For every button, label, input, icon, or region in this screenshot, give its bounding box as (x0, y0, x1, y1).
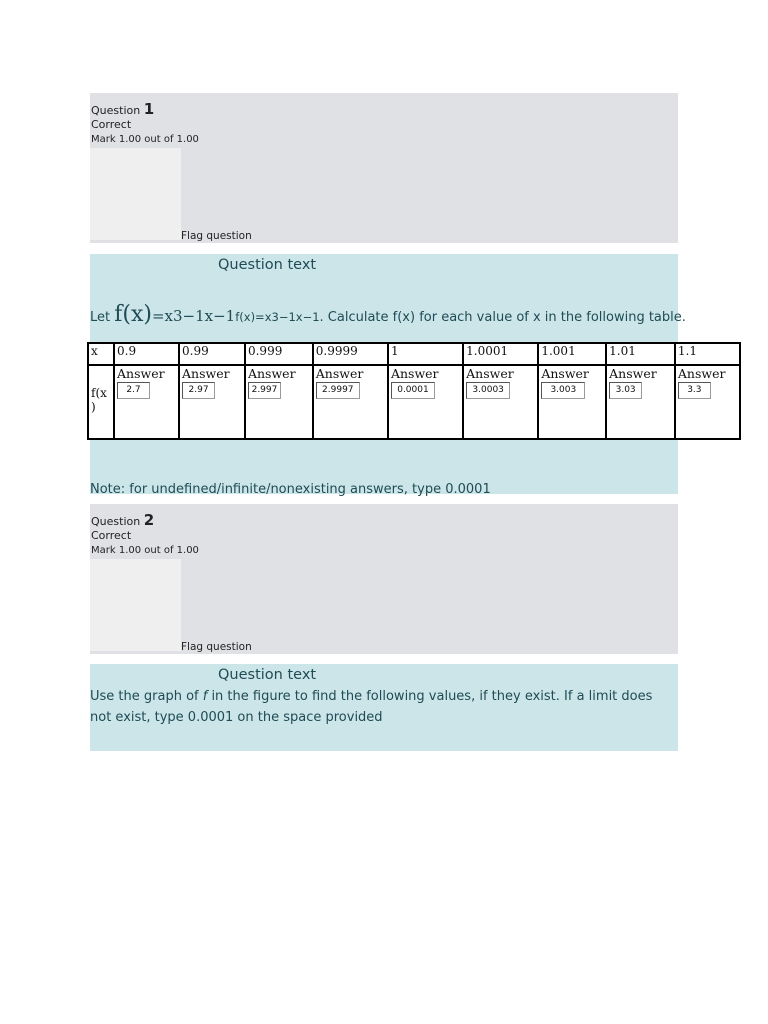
answer-input[interactable]: 2.9997 (316, 382, 360, 399)
answer-input[interactable]: 3.003 (541, 382, 585, 399)
question-1-number: Question 1 (91, 100, 155, 118)
flag-area (90, 148, 181, 240)
answer-cell (245, 365, 313, 439)
answer-input[interactable]: 3.0003 (466, 382, 510, 399)
x-value-cell: 1.1 (675, 343, 740, 365)
question-1-info (90, 93, 678, 243)
answer-cell (179, 365, 245, 439)
question-2-state: Correct (91, 529, 132, 542)
x-value-cell: 1.001 (538, 343, 606, 365)
answer-label: Answer (677, 366, 726, 381)
x-value-cell: 1.01 (606, 343, 675, 365)
answer-input[interactable]: 3.3 (678, 382, 711, 399)
answer-cell (463, 365, 538, 439)
answer-label: Answer (315, 366, 364, 381)
answer-cell (538, 365, 606, 439)
question-1-prompt: Let f(x)=x3−1x−1f(x)=x3−1x−1. Calculate f(x) for each value of x in the following table. (90, 302, 686, 327)
fx-header: f(x) (88, 365, 114, 439)
answer-input[interactable]: 3.03 (609, 382, 642, 399)
answer-cell (114, 365, 179, 439)
flag-question-link[interactable]: Flag question (181, 641, 252, 653)
x-value-cell: 0.9999 (313, 343, 388, 365)
answer-label: Answer (247, 366, 296, 381)
answer-label: Answer (117, 366, 165, 381)
values-table (87, 342, 741, 440)
answer-input[interactable]: 2.97 (182, 382, 215, 399)
answer-label: Answer (466, 366, 514, 381)
answer-label: Answer (609, 366, 657, 381)
table-row-x (88, 343, 740, 365)
question-2-prompt: Use the graph of f in the figure to find the following values, if they exist. If a limit does not exist, type 0.0001 on the space provided (90, 689, 653, 725)
answer-label: Answer (182, 366, 230, 381)
answer-cell (675, 365, 740, 439)
x-value-cell: 1 (388, 343, 463, 365)
flag-area (90, 559, 181, 651)
answer-label: Answer (541, 366, 589, 381)
question-1-state: Correct (91, 118, 132, 131)
x-value-cell: 1.0001 (463, 343, 538, 365)
table-row-fx (88, 365, 740, 439)
question-2-grade: Mark 1.00 out of 1.00 (91, 545, 199, 556)
flag-question-link[interactable]: Flag question (181, 230, 252, 242)
answer-cell (388, 365, 463, 439)
question-2-number: Question 2 (91, 511, 155, 529)
x-header: x (88, 343, 114, 365)
answer-label: Answer (390, 366, 439, 381)
question-text-label: Question text (218, 667, 317, 683)
answer-input[interactable]: 2.997 (248, 382, 281, 399)
question-1-grade: Mark 1.00 out of 1.00 (91, 134, 199, 145)
question-text-label: Question text (218, 257, 317, 273)
x-value-cell: 0.9 (114, 343, 179, 365)
question-1-note: Note: for undefined/infinite/nonexisting answers, type 0.0001 (90, 482, 491, 497)
answer-input[interactable]: 2.7 (117, 382, 150, 399)
answer-input[interactable]: 0.0001 (391, 382, 435, 399)
question-2-info (90, 504, 678, 654)
question-2-text-block (90, 664, 678, 751)
answer-cell (606, 365, 675, 439)
answer-cell (313, 365, 388, 439)
x-value-cell: 0.99 (179, 343, 245, 365)
x-value-cell: 0.999 (245, 343, 313, 365)
